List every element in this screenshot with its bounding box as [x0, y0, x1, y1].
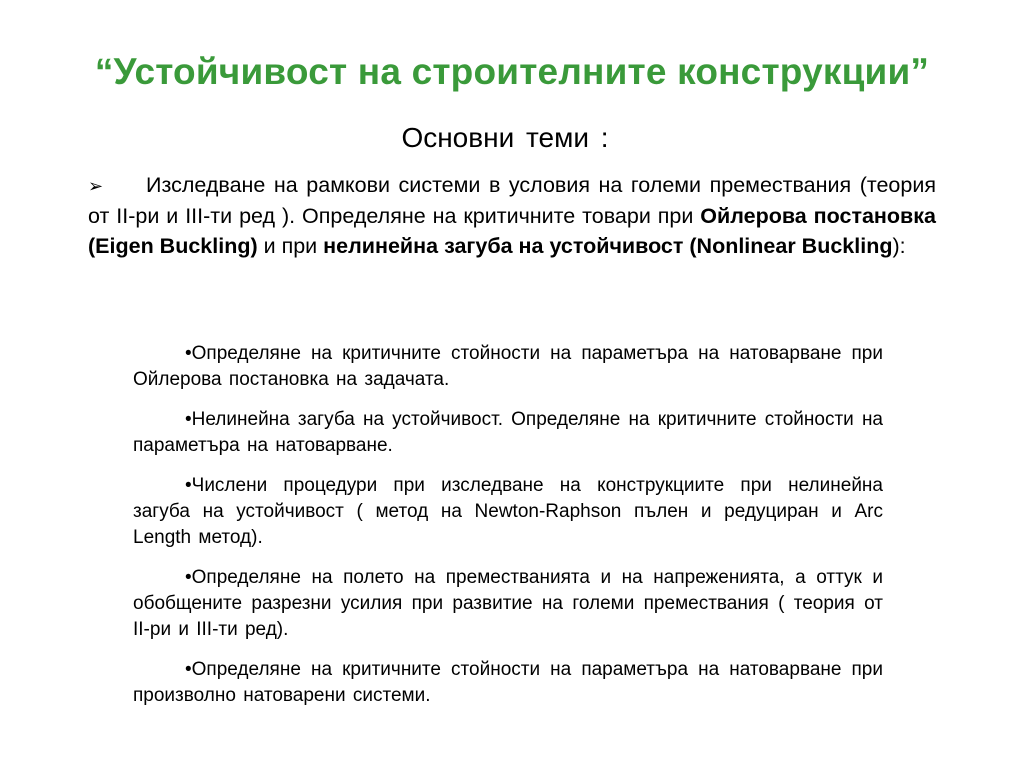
- main-topic-bold-1: Ойлерова постановка (Eigen Buckling): [88, 204, 936, 258]
- slide-title: “Устойчивост на строителните конструкции”: [94, 51, 930, 92]
- sub-topic-item: •Нелинейна загуба на устойчивост. Определяне на критичните стойности на параметъра на натоварване.: [133, 409, 883, 456]
- main-topic-bold-2: нелинейна загуба на устойчивост (Nonlinear Buckling: [323, 234, 893, 258]
- slide-subtitle: Основни теми :: [401, 122, 609, 153]
- sub-topics-list: [133, 341, 883, 723]
- main-topic-text-2: и при: [257, 234, 324, 258]
- sub-topic-item: •Определяне на полето на преместванията и на напреженията, а оттук и обобщените разрезни усилия при развитие на големи премествания ( теория от II-ри и III-ти ред).: [133, 567, 883, 640]
- main-topic-text-3: ):: [892, 234, 906, 258]
- arrow-bullet-icon: ➢: [88, 176, 104, 196]
- main-topic-text-1: Изследване на рамкови системи в условия на големи премествания (теория от II-ри и III-ти ред ). Определяне на критичните товари при: [88, 173, 936, 228]
- sub-topic-item: •Числени процедури при изследване на конструкциите при нелинейна загуба на устойчивост ( метод на Newton-Raphson пълен и редуциран и Arc Length метод).: [133, 475, 883, 548]
- main-topic-paragraph: [88, 170, 936, 261]
- sub-topic-item: •Определяне на критичните стойности на параметъра на натоварване при Ойлерова постановка на задачата.: [133, 343, 883, 390]
- sub-topic-item: •Определяне на критичните стойности на параметъра на натоварване при произволно натоварени системи.: [133, 659, 883, 706]
